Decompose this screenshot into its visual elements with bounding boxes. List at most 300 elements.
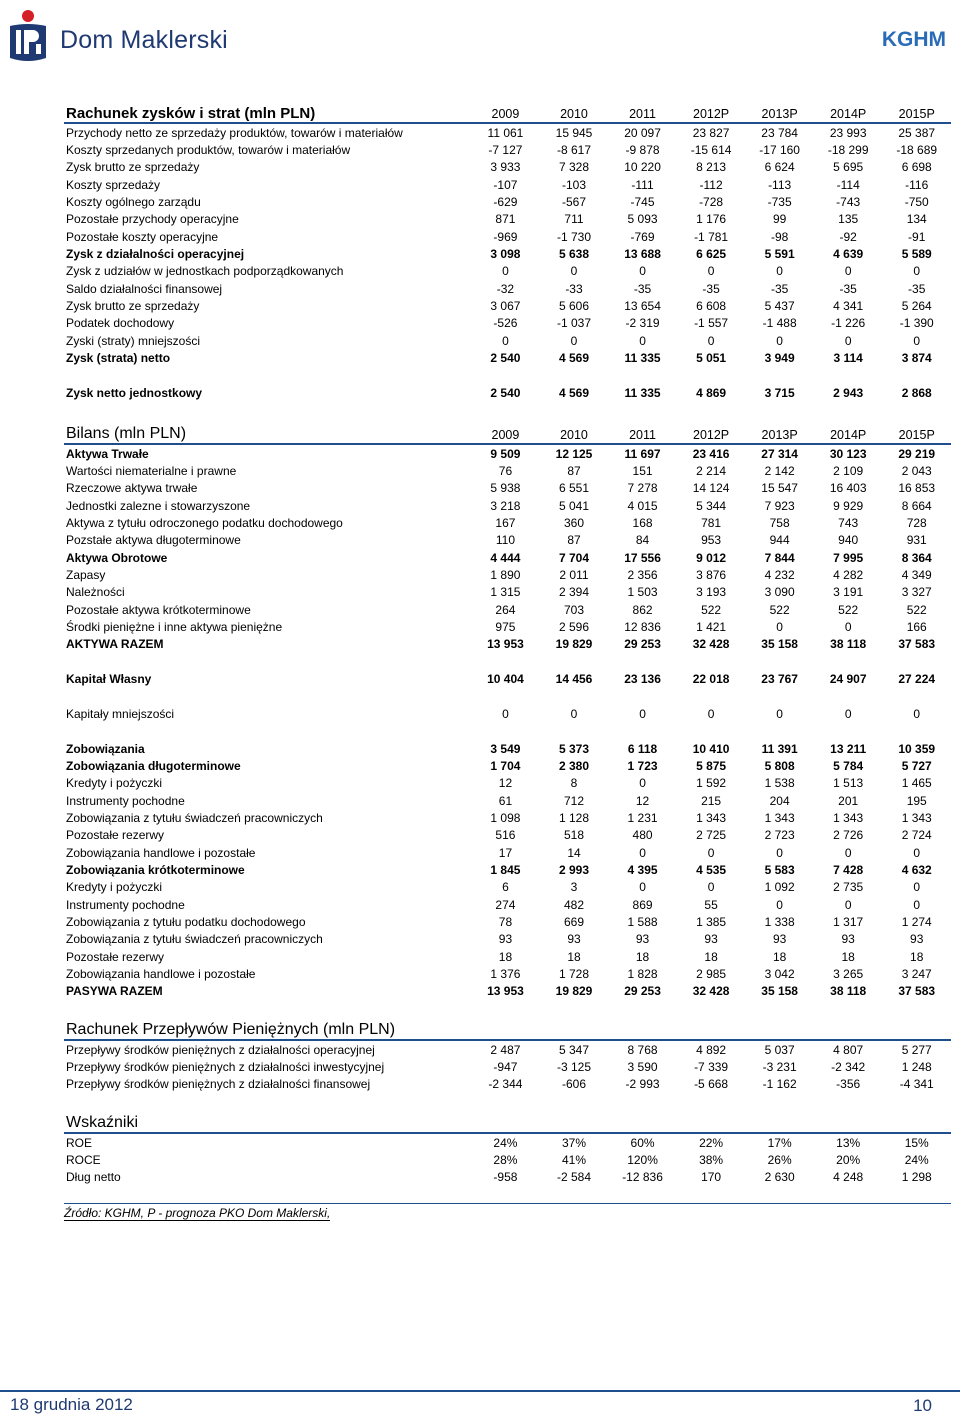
row-label: Pozostałe aktywa krótkoterminowe: [66, 602, 251, 617]
row-value: 4 444: [490, 550, 521, 565]
row-value: 728: [906, 516, 927, 531]
row-label: Koszty ogólnego zarządu: [66, 195, 201, 210]
row-label: Dług netto: [66, 1170, 121, 1185]
income-statement-section: [64, 100, 951, 402]
row-value: 170: [701, 1170, 722, 1185]
row-label: Zobowiązania handlowe i pozostałe: [66, 966, 256, 981]
row-value: 0: [913, 897, 921, 912]
row-value: 14 456: [555, 672, 593, 687]
table-row: [64, 1041, 951, 1058]
row-value: 1 298: [901, 1170, 932, 1185]
row-value: 758: [769, 516, 790, 531]
row-value: 5 264: [901, 299, 932, 314]
row-label: Wartości niematerialne i prawne: [66, 464, 237, 479]
row-value: 13 953: [487, 984, 524, 999]
row-value: 4 248: [833, 1170, 864, 1185]
table-row: [64, 931, 951, 948]
row-value: 1 828: [627, 966, 658, 981]
row-value: 5 784: [833, 758, 864, 773]
row-value: 862: [632, 602, 653, 617]
year-header: 2009: [491, 428, 520, 442]
row-value: 1 890: [490, 568, 521, 583]
row-label: Pozostałe koszty operacyjne: [66, 229, 219, 244]
row-value: 2 142: [764, 464, 795, 479]
row-value: 2 725: [696, 828, 727, 843]
row-label: Pozostałe rezerwy: [66, 949, 165, 964]
row-value: 1 723: [627, 758, 658, 773]
row-value: 35 158: [761, 637, 798, 652]
row-value: -15 614: [690, 143, 732, 158]
row-value: -35: [908, 281, 926, 296]
row-value: -3 231: [762, 1060, 797, 1075]
row-value: 6 698: [901, 160, 932, 175]
row-value: 5 344: [696, 498, 727, 513]
row-value: 17 556: [624, 550, 661, 565]
row-value: 3 247: [901, 966, 932, 981]
row-value: 27 224: [898, 672, 936, 687]
row-value: -1 488: [762, 316, 797, 331]
row-value: -32: [496, 281, 515, 296]
row-value: 0: [844, 897, 852, 912]
row-value: 0: [707, 333, 715, 348]
row-value: 215: [701, 793, 722, 808]
table-row: [64, 1076, 951, 1093]
row-value: 166: [906, 620, 927, 635]
row-value: 18: [841, 949, 855, 964]
year-header: 2011: [629, 428, 656, 442]
row-value: 24%: [904, 1153, 929, 1168]
year-header: 2015P: [898, 107, 935, 121]
table-row: [64, 636, 951, 653]
row-value: 2 540: [490, 385, 521, 400]
row-value: 10 220: [624, 160, 661, 175]
row-value: 2 943: [833, 385, 864, 400]
row-value: 4 535: [696, 862, 727, 877]
table-row: [64, 566, 951, 583]
table-row: [64, 514, 951, 531]
row-value: 7 704: [558, 550, 589, 565]
table-row: [64, 211, 951, 228]
row-value: 1 176: [696, 212, 727, 227]
table-row: [64, 705, 951, 722]
row-value: -629: [493, 195, 518, 210]
row-value: 1 274: [901, 914, 932, 929]
row-value: -113: [768, 177, 792, 192]
row-label: Przepływy środków pieniężnych z działalności operacyjnej: [66, 1042, 375, 1057]
row-label: ROE: [66, 1135, 93, 1150]
row-value: 1 704: [490, 758, 521, 773]
table-row: [64, 948, 951, 965]
row-value: 1 845: [490, 862, 521, 877]
row-value: -33: [565, 281, 583, 296]
row-value: 1 592: [696, 776, 727, 791]
row-value: 7 923: [764, 498, 795, 513]
row-label: Środki pieniężne i inne aktywa pieniężne: [66, 620, 283, 635]
source-divider: [64, 1203, 951, 1204]
section-title: Rachunek Przepływów Pieniężnych (mln PLN): [66, 1021, 396, 1038]
row-value: 27 314: [761, 446, 798, 461]
row-value: -750: [904, 195, 929, 210]
row-value: 0: [502, 706, 509, 721]
row-label: Zobowiązania handlowe i pozostałe: [66, 845, 256, 860]
row-label: Pozostałe przychody operacyjne: [66, 212, 239, 227]
footer-divider: [0, 1390, 960, 1392]
row-value: 1 503: [627, 585, 658, 600]
row-value: -745: [630, 195, 655, 210]
row-value: 2 724: [901, 828, 932, 843]
row-value: -567: [561, 195, 586, 210]
row-value: -1 557: [694, 316, 729, 331]
spacer-row: [64, 653, 951, 670]
row-value: 3 590: [627, 1060, 658, 1075]
row-value: 0: [844, 333, 852, 348]
row-value: 5 277: [901, 1042, 932, 1057]
row-value: 24%: [493, 1135, 518, 1150]
row-label: Zysk brutto ze sprzedaży: [66, 160, 200, 175]
row-value: 2 043: [901, 464, 932, 479]
row-label: Instrumenty pochodne: [66, 793, 185, 808]
row-value: -91: [908, 229, 926, 244]
row-value: 1 343: [901, 810, 932, 825]
row-value: -35: [633, 281, 652, 296]
row-value: 5 041: [558, 498, 589, 513]
row-value: -735: [767, 195, 792, 210]
row-value: 669: [563, 914, 584, 929]
row-value: 0: [776, 845, 783, 860]
year-header: 2010: [560, 428, 588, 442]
row-label: Zobowiązania z tytułu podatku dochodowego: [66, 914, 306, 929]
row-value: 5 638: [558, 247, 589, 262]
table-row: [64, 792, 951, 809]
row-label: Podatek dochodowy: [66, 316, 175, 331]
row-value: 17%: [767, 1135, 792, 1150]
row-value: 6 625: [696, 247, 727, 262]
row-value: 2 630: [764, 1170, 795, 1185]
row-value: 2 356: [627, 568, 658, 583]
row-value: -112: [699, 177, 723, 192]
row-value: -7 127: [488, 143, 523, 158]
table-row: [64, 141, 951, 158]
row-label: Przepływy środków pieniężnych z działalności finansowej: [66, 1077, 371, 1092]
cashflow-section: [64, 1017, 951, 1093]
row-value: 743: [838, 516, 859, 531]
row-label: PASYWA RAZEM: [66, 984, 163, 999]
row-value: 1 588: [627, 914, 658, 929]
year-header: 2012P: [693, 428, 730, 442]
row-value: -356: [836, 1077, 861, 1092]
table-row: [64, 601, 951, 618]
row-value: -92: [839, 229, 857, 244]
row-value: 32 428: [692, 637, 730, 652]
row-value: 7 328: [558, 160, 589, 175]
row-value: 1 376: [490, 966, 521, 981]
row-value: 1 128: [558, 810, 589, 825]
row-value: 0: [570, 706, 578, 721]
row-value: 38%: [699, 1153, 724, 1168]
row-value: 274: [495, 897, 516, 912]
row-value: -35: [702, 281, 720, 296]
row-value: -969: [493, 229, 518, 244]
row-value: 13 211: [830, 741, 867, 756]
row-value: 940: [838, 533, 859, 548]
section-header: [64, 100, 951, 124]
row-value: 0: [502, 333, 509, 348]
row-value: 0: [844, 620, 852, 635]
row-value: 3 067: [490, 299, 521, 314]
row-value: 0: [913, 264, 921, 279]
row-value: 1 338: [764, 914, 795, 929]
row-value: 2 394: [558, 585, 589, 600]
row-value: 2 380: [558, 758, 589, 773]
row-value: -17 160: [759, 143, 800, 158]
row-value: 151: [632, 464, 653, 479]
source-text: Źródło: KGHM, P - prognoza PKO Dom Maklerski,: [64, 1206, 331, 1220]
row-value: -769: [630, 229, 655, 244]
row-value: 18: [635, 949, 650, 964]
row-value: 4 807: [833, 1042, 864, 1057]
row-value: 6 608: [696, 299, 727, 314]
row-value: 4 015: [627, 498, 658, 513]
row-value: 2 726: [833, 828, 864, 843]
row-value: 7 995: [833, 550, 864, 565]
pko-logo-icon: [6, 6, 50, 66]
row-value: 201: [838, 793, 859, 808]
ratios-section: [64, 1110, 951, 1186]
section-title: Bilans (mln PLN): [66, 425, 187, 442]
table-row: [64, 497, 951, 514]
row-value: -35: [770, 281, 789, 296]
row-value: -2 993: [625, 1077, 660, 1092]
row-value: 2 993: [558, 862, 589, 877]
row-value: 0: [570, 333, 578, 348]
row-value: 93: [498, 932, 513, 947]
row-value: 1 343: [833, 810, 864, 825]
row-value: 35 158: [761, 984, 798, 999]
row-value: -743: [836, 195, 861, 210]
row-value: 1 465: [901, 776, 932, 791]
row-value: 195: [906, 793, 927, 808]
table-row: [64, 861, 951, 878]
row-value: 9 012: [696, 550, 727, 565]
row-value: -728: [699, 195, 724, 210]
row-value: 522: [838, 602, 859, 617]
table-row: [64, 332, 951, 349]
row-value: 6: [502, 880, 509, 895]
row-value: -1 037: [556, 316, 591, 331]
row-value: 5 037: [764, 1042, 795, 1057]
spacer-row: [64, 723, 951, 740]
row-value: 522: [906, 602, 927, 617]
row-value: 17: [498, 845, 513, 860]
row-value: 0: [913, 706, 921, 721]
row-value: 12 125: [555, 446, 593, 461]
row-value: 93: [841, 932, 855, 947]
row-value: 93: [704, 932, 718, 947]
row-value: -2 342: [831, 1060, 866, 1075]
row-label: Zobowiązania krótkoterminowe: [66, 862, 245, 877]
row-value: 1 231: [627, 810, 658, 825]
spacer-row: [64, 367, 951, 384]
row-value: 2 735: [833, 880, 864, 895]
row-value: 0: [776, 706, 783, 721]
row-value: 18: [567, 949, 581, 964]
table-row: [64, 159, 951, 176]
row-value: 10 359: [898, 741, 936, 756]
row-label: Aktywa z tytułu odroczonego podatku dochodowego: [66, 516, 343, 531]
row-value: 3 327: [901, 585, 932, 600]
row-value: 23 767: [761, 672, 798, 687]
section-header: [64, 1110, 951, 1134]
row-value: 3 876: [696, 568, 727, 583]
row-value: 9 509: [490, 446, 521, 461]
section-title: Rachunek zysków i strat (mln PLN): [66, 105, 316, 122]
row-value: 41%: [561, 1153, 586, 1168]
page-number: 10: [913, 1396, 932, 1415]
row-value: 4 869: [696, 385, 727, 400]
row-value: 5 591: [764, 247, 795, 262]
row-value: 18: [498, 949, 513, 964]
row-value: 3 191: [833, 585, 864, 600]
row-value: 23 136: [624, 672, 661, 687]
row-value: 2 011: [559, 568, 589, 583]
row-value: 16 403: [829, 481, 867, 496]
brand-name: Dom Maklerski: [60, 26, 228, 54]
row-value: -2 319: [625, 316, 660, 331]
row-value: 0: [707, 845, 715, 860]
row-value: 23 784: [761, 125, 798, 140]
row-value: 5 583: [764, 862, 795, 877]
row-label: Kapitał Własny: [66, 672, 152, 687]
row-value: 5 875: [696, 758, 727, 773]
row-value: 0: [776, 264, 783, 279]
row-value: 168: [632, 516, 653, 531]
row-value: -1 730: [556, 229, 591, 244]
row-value: 1 248: [901, 1060, 932, 1075]
row-value: 712: [563, 793, 584, 808]
row-value: 32 428: [692, 984, 730, 999]
row-value: 5 606: [558, 299, 589, 314]
row-value: 29 219: [898, 446, 936, 461]
row-value: 1 317: [833, 914, 864, 929]
row-value: 37%: [561, 1135, 586, 1150]
row-label: Koszty sprzedaży: [66, 177, 161, 192]
row-value: 869: [632, 897, 653, 912]
row-value: 2 109: [833, 464, 864, 479]
row-label: Zobowiązania długoterminowe: [66, 758, 241, 773]
row-value: 18: [704, 949, 718, 964]
row-value: 0: [639, 333, 646, 348]
row-value: 7 844: [764, 550, 795, 565]
row-value: 13 953: [487, 637, 524, 652]
table-row: [64, 757, 951, 774]
row-label: Zyski (straty) mniejszości: [66, 333, 201, 348]
row-value: 781: [701, 516, 722, 531]
row-value: 6 624: [764, 160, 795, 175]
row-label: Zysk (strata) netto: [66, 351, 171, 366]
row-value: 29 253: [624, 637, 661, 652]
table-row: [64, 384, 951, 401]
table-row: [64, 263, 951, 280]
row-value: 3 098: [490, 247, 521, 262]
row-value: 2 985: [696, 966, 727, 981]
row-value: 5 093: [627, 212, 658, 227]
row-value: 0: [639, 776, 646, 791]
balance-sheet-section: [64, 421, 951, 1000]
row-value: 9 929: [833, 498, 864, 513]
row-value: 23 416: [692, 446, 730, 461]
table-row: [64, 228, 951, 245]
row-value: 25 387: [898, 125, 936, 140]
row-value: -103: [561, 177, 586, 192]
row-value: 37 583: [898, 984, 936, 999]
row-label: Kapitały mniejszości: [66, 706, 175, 721]
year-header: 2009: [491, 107, 520, 121]
table-row: [64, 827, 951, 844]
row-value: -1 390: [899, 316, 934, 331]
row-value: 8 664: [901, 498, 932, 513]
row-value: 2 596: [558, 620, 589, 635]
row-label: Kredyty i pożyczki: [66, 880, 163, 895]
row-label: Przepływy środków pieniężnych z działalności inwestycyjnej: [66, 1060, 385, 1075]
row-label: Przychody netto ze sprzedaży produktów, towarów i materiałów: [66, 125, 403, 140]
row-value: 23 993: [829, 125, 867, 140]
row-value: 87: [567, 464, 581, 479]
row-value: 264: [495, 602, 516, 617]
table-row: [64, 584, 951, 601]
row-value: 4 632: [901, 862, 932, 877]
row-value: 3 949: [764, 351, 795, 366]
row-value: 10 404: [487, 672, 524, 687]
row-value: 7 278: [627, 481, 658, 496]
row-value: 1 098: [490, 810, 521, 825]
row-value: 3 265: [833, 966, 864, 981]
row-value: 61: [498, 793, 513, 808]
row-value: -958: [493, 1170, 518, 1185]
row-value: 4 892: [696, 1042, 727, 1057]
row-value: -8 617: [556, 143, 591, 158]
row-value: 93: [772, 932, 787, 947]
row-label: Zysk z działalności operacyjnej: [66, 247, 245, 262]
row-value: 11 391: [761, 741, 798, 756]
row-value: 4 282: [833, 568, 864, 583]
row-label: Zysk brutto ze sprzedaży: [66, 299, 200, 314]
table-row: [64, 965, 951, 982]
row-value: 4 349: [901, 568, 932, 583]
year-header: 2011: [629, 107, 656, 121]
table-row: [64, 280, 951, 297]
row-value: 5 589: [901, 247, 932, 262]
row-value: 5 051: [696, 351, 727, 366]
row-value: 5 347: [558, 1042, 589, 1057]
row-value: 953: [701, 533, 722, 548]
row-value: -1 226: [831, 316, 866, 331]
row-value: 26%: [767, 1153, 792, 1168]
row-value: -18 689: [896, 143, 938, 158]
row-value: 24 907: [829, 672, 867, 687]
row-value: 37 583: [898, 637, 936, 652]
row-value: 4 341: [833, 299, 864, 314]
row-value: 84: [635, 533, 650, 548]
row-value: 93: [635, 932, 650, 947]
row-value: -4 341: [899, 1077, 934, 1092]
row-value: 11 335: [624, 385, 661, 400]
row-value: 3 193: [696, 585, 727, 600]
section-title: Wskaźniki: [66, 1114, 139, 1131]
row-value: -111: [631, 177, 654, 192]
row-value: 38 118: [830, 984, 867, 999]
row-value: 10 410: [692, 741, 730, 756]
row-value: 518: [563, 828, 584, 843]
